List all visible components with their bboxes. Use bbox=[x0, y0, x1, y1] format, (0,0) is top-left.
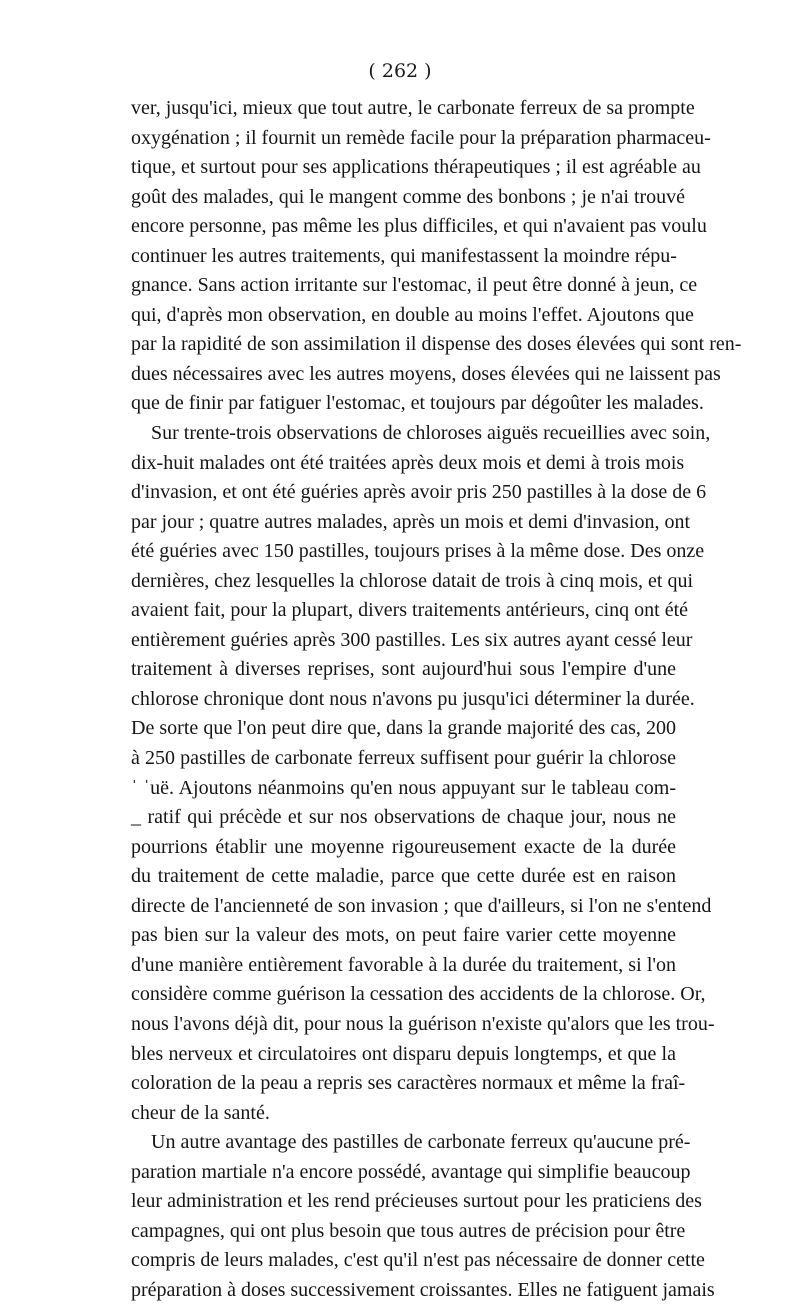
text-line: avaient fait, pour la plupart, divers traitements antérieurs, cinq ont été bbox=[131, 599, 689, 622]
text-line: De sorte que l'on peut dire que, dans la grande majorité des cas, 200 bbox=[131, 717, 676, 740]
text-line: coloration de la peau a repris ses caractères normaux et même la fraî- bbox=[131, 1072, 686, 1095]
text-line: compris de leurs malades, c'est qu'il n'est pas nécessaire de donner cette bbox=[131, 1249, 705, 1272]
text-line: continuer les autres traitements, qui manifestassent la moindre répu- bbox=[131, 244, 677, 267]
text-line: leur administration et les rend précieuses surtout pour les praticiens des bbox=[131, 1190, 702, 1213]
text-line: Un autre avantage des pastilles de carbonate ferreux qu'aucune pré- bbox=[151, 1131, 691, 1154]
text-line: campagnes, qui ont plus besoin que tous autres de précision pour être bbox=[131, 1219, 686, 1242]
text-line: chlorose chronique dont nous n'avons pu jusqu'ici déterminer la durée. bbox=[131, 687, 695, 710]
text-line: _ ratif qui précède et sur nos observations de chaque jour, nous ne bbox=[131, 806, 676, 829]
text-line: par jour ; quatre autres malades, après un mois et demi d'invasion, ont bbox=[131, 510, 691, 533]
text-line: préparation à doses successivement croissantes. Elles ne fatiguent jamais bbox=[131, 1278, 715, 1301]
text-line: été guéries avec 150 pastilles, toujours prises à la même dose. Des onze bbox=[131, 540, 705, 563]
text-line: entièrement guéries après 300 pastilles. Les six autres ayant cessé leur bbox=[131, 628, 693, 651]
text-line: considère comme guérison la cessation des accidents de la chlorose. Or, bbox=[131, 983, 706, 1006]
text-line: nous l'avons déjà dit, pour nous la guérison n'existe qu'alors que les trou- bbox=[131, 1012, 715, 1035]
text-line: tique, et surtout pour ses applications thérapeutiques ; il est agréable au bbox=[131, 156, 701, 179]
text-line: par la rapidité de son assimilation il dispense des doses élevées qui sont ren- bbox=[131, 333, 742, 356]
text-line: qui, d'après mon observation, en double au moins l'effet. Ajoutons que bbox=[131, 303, 694, 326]
text-line: ˈ ˈuë. Ajoutons néanmoins qu'en nous appuyant sur le tableau com- bbox=[131, 776, 676, 799]
text-line: dernières, chez lesquelles la chlorose datait de trois à cinq mois, et qui bbox=[131, 569, 694, 592]
paragraph bbox=[131, 419, 715, 1128]
text-line: Sur trente-trois observations de chloroses aiguës recueillies avec soin, bbox=[151, 422, 711, 445]
text-line: encore personne, pas même les plus difficiles, et qui n'avaient pas voulu bbox=[131, 215, 707, 238]
text-line: goût des malades, qui le mangent comme des bonbons ; je n'ai trouvé bbox=[131, 185, 686, 208]
text-line: d'une manière entièrement favorable à la durée du traitement, si l'on bbox=[131, 953, 676, 976]
text-line: gnance. Sans action irritante sur l'estomac, il peut être donné à jeun, ce bbox=[131, 274, 698, 297]
text-line: bles nerveux et circulatoires ont disparu depuis longtemps, et que la bbox=[131, 1042, 676, 1065]
text-line: oxygénation ; il fournit un remède facile pour la préparation pharmaceu- bbox=[131, 126, 711, 149]
text-line: traitement à diverses reprises, sont aujourd'hui sous l'empire d'une bbox=[131, 658, 676, 681]
text-line: à 250 pastilles de carbonate ferreux suffisent pour guérir la chlorose bbox=[131, 747, 676, 770]
text-line: cheur de la santé. bbox=[131, 1101, 270, 1124]
text-line: du traitement de cette maladie, parce que cette durée est en raison bbox=[131, 865, 676, 888]
body-text bbox=[131, 94, 742, 1305]
text-line: paration martiale n'a encore possédé, avantage qui simplifie beaucoup bbox=[131, 1160, 691, 1183]
text-line: pas bien sur la valeur des mots, on peut faire varier cette moyenne bbox=[131, 924, 676, 947]
text-line: ver, jusqu'ici, mieux que tout autre, le carbonate ferreux de sa prompte bbox=[131, 97, 695, 119]
text-line: dix-huit malades ont été traitées après deux mois et demi à trois mois bbox=[131, 451, 685, 474]
page-number: ( 262 ) bbox=[368, 60, 432, 82]
text-line: pourrions établir une moyenne rigoureusement exacte de la durée bbox=[131, 835, 676, 858]
text-line: d'invasion, et ont été guéries après avoir pris 250 pastilles à la dose de 6 bbox=[131, 481, 707, 504]
paragraph bbox=[131, 94, 742, 419]
text-line: directe de l'ancienneté de son invasion ; que d'ailleurs, si l'on ne s'entend bbox=[131, 894, 712, 917]
paragraph bbox=[131, 1128, 715, 1305]
text-line: que de finir par fatiguer l'estomac, et toujours par dégoûter les malades. bbox=[131, 392, 704, 415]
text-line: dues nécessaires avec les autres moyens, doses élevées qui ne laissent pas bbox=[131, 362, 721, 385]
